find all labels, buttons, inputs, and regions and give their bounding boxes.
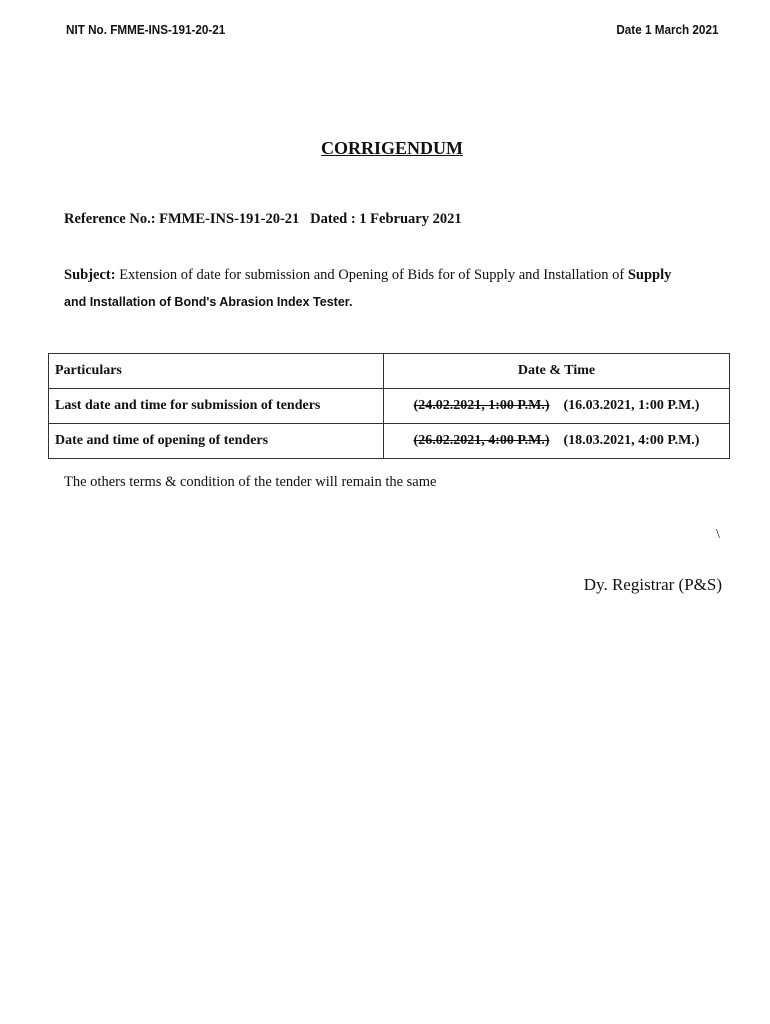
table-row [49, 389, 730, 424]
dates-table [48, 353, 730, 459]
header-date: Date 1 March 2021 [615, 22, 718, 37]
subject-bold-tail: Supply [627, 267, 672, 283]
table-row [49, 424, 730, 459]
table-cell-particular: Date and time of opening of tenders [49, 424, 384, 459]
table-cell-dates [384, 424, 730, 459]
table-cell-dates [384, 389, 730, 424]
document-title: CORRIGENDUM [321, 138, 463, 158]
subject-line2: and Installation of Bond's Abrasion Index Tester. [64, 295, 353, 309]
subject-paragraph [64, 262, 724, 316]
table-header-date-time: Date & Time [384, 354, 730, 389]
table-header-row [49, 354, 730, 389]
nit-number: NIT No. FMME-INS-191-20-21 [66, 22, 226, 37]
table-header-particulars: Particulars [49, 354, 384, 389]
old-date-struck: (24.02.2021, 1:00 P.M.) [413, 398, 550, 413]
signatory: Dy. Registrar (P&S) [583, 575, 722, 594]
old-date-struck: (26.02.2021, 4:00 P.M.) [413, 433, 550, 448]
subject-text: Extension of date for submission and Opening of Bids for of Supply and Installation of [115, 267, 628, 283]
new-date: (16.03.2021, 1:00 P.M.) [563, 398, 700, 413]
subject-label: Subject: [64, 267, 116, 283]
terms-note: The others terms & condition of the tender will remain the same [64, 474, 437, 490]
new-date: (18.03.2021, 4:00 P.M.) [563, 433, 700, 448]
stray-mark: \ [716, 527, 720, 542]
reference-line: Reference No.: FMME-INS-191-20-21 Dated : 1 February 2021 [64, 211, 462, 227]
table-cell-particular: Last date and time for submission of tenders [49, 389, 384, 424]
